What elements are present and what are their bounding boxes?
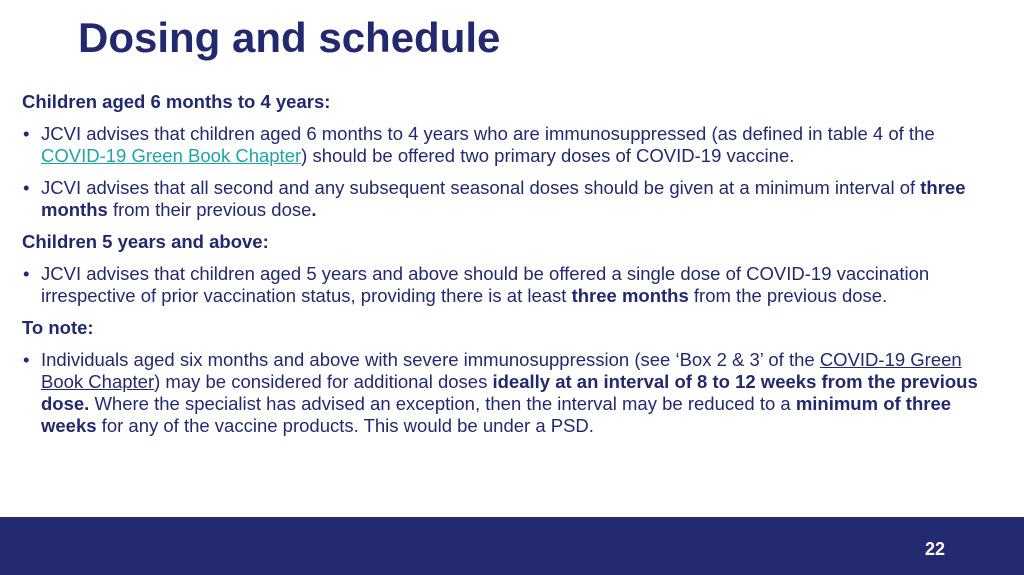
bullet-text: ) should be offered two primary doses of COVID-19 vaccine. <box>301 145 795 166</box>
bullet-text: Where the specialist has advised an exception, then the interval may be reduced to a <box>89 393 796 414</box>
bullet-text: JCVI advises that children aged 6 months to 4 years who are immunosuppressed (as defined in table 4 of the <box>41 123 935 144</box>
footer-bar <box>0 517 1024 575</box>
bullet-emphasis: three months <box>41 177 966 220</box>
bullet-text: ) may be considered for additional doses <box>154 371 493 392</box>
slide-content <box>22 91 1002 447</box>
bullet-item <box>22 263 1002 307</box>
slide-title: Dosing and schedule <box>78 14 501 61</box>
bullet-text: JCVI advises that all second and any subsequent seasonal doses should be given at a minimum interval of <box>41 177 921 198</box>
bullet-text: from their previous dose <box>107 199 312 220</box>
bullet-item <box>22 349 1002 437</box>
bullet-text: Individuals aged six months and above with severe immunosuppression (see ‘Box 2 & 3’ of the <box>41 349 820 370</box>
page-number: 22 <box>924 539 945 559</box>
bullet-emphasis: ideally at an interval of 8 to 12 weeks from the previous dose. <box>41 371 978 414</box>
bullet-emphasis: three months <box>571 285 689 306</box>
section-heading: Children 5 years and above: <box>22 231 269 252</box>
bullet-emphasis: . <box>311 199 317 220</box>
bullet-text: from the previous dose. <box>688 285 888 306</box>
bullet-text: for any of the vaccine products. This would be under a PSD. <box>96 415 594 436</box>
section-heading: Children aged 6 months to 4 years: <box>22 91 331 112</box>
bullet-emphasis: minimum of three weeks <box>41 393 952 436</box>
bullet-item <box>22 123 1002 167</box>
green-book-link[interactable]: COVID-19 Green Book Chapter <box>41 145 302 166</box>
green-book-link[interactable]: COVID-19 Green Book Chapter <box>41 349 962 392</box>
bullet-item <box>22 177 1002 221</box>
section-heading: To note: <box>22 317 94 338</box>
bullet-text: JCVI advises that children aged 5 years and above should be offered a single dose of COVID-19 vaccination irrespective of prior vaccination status, providing there is at least <box>41 263 930 306</box>
